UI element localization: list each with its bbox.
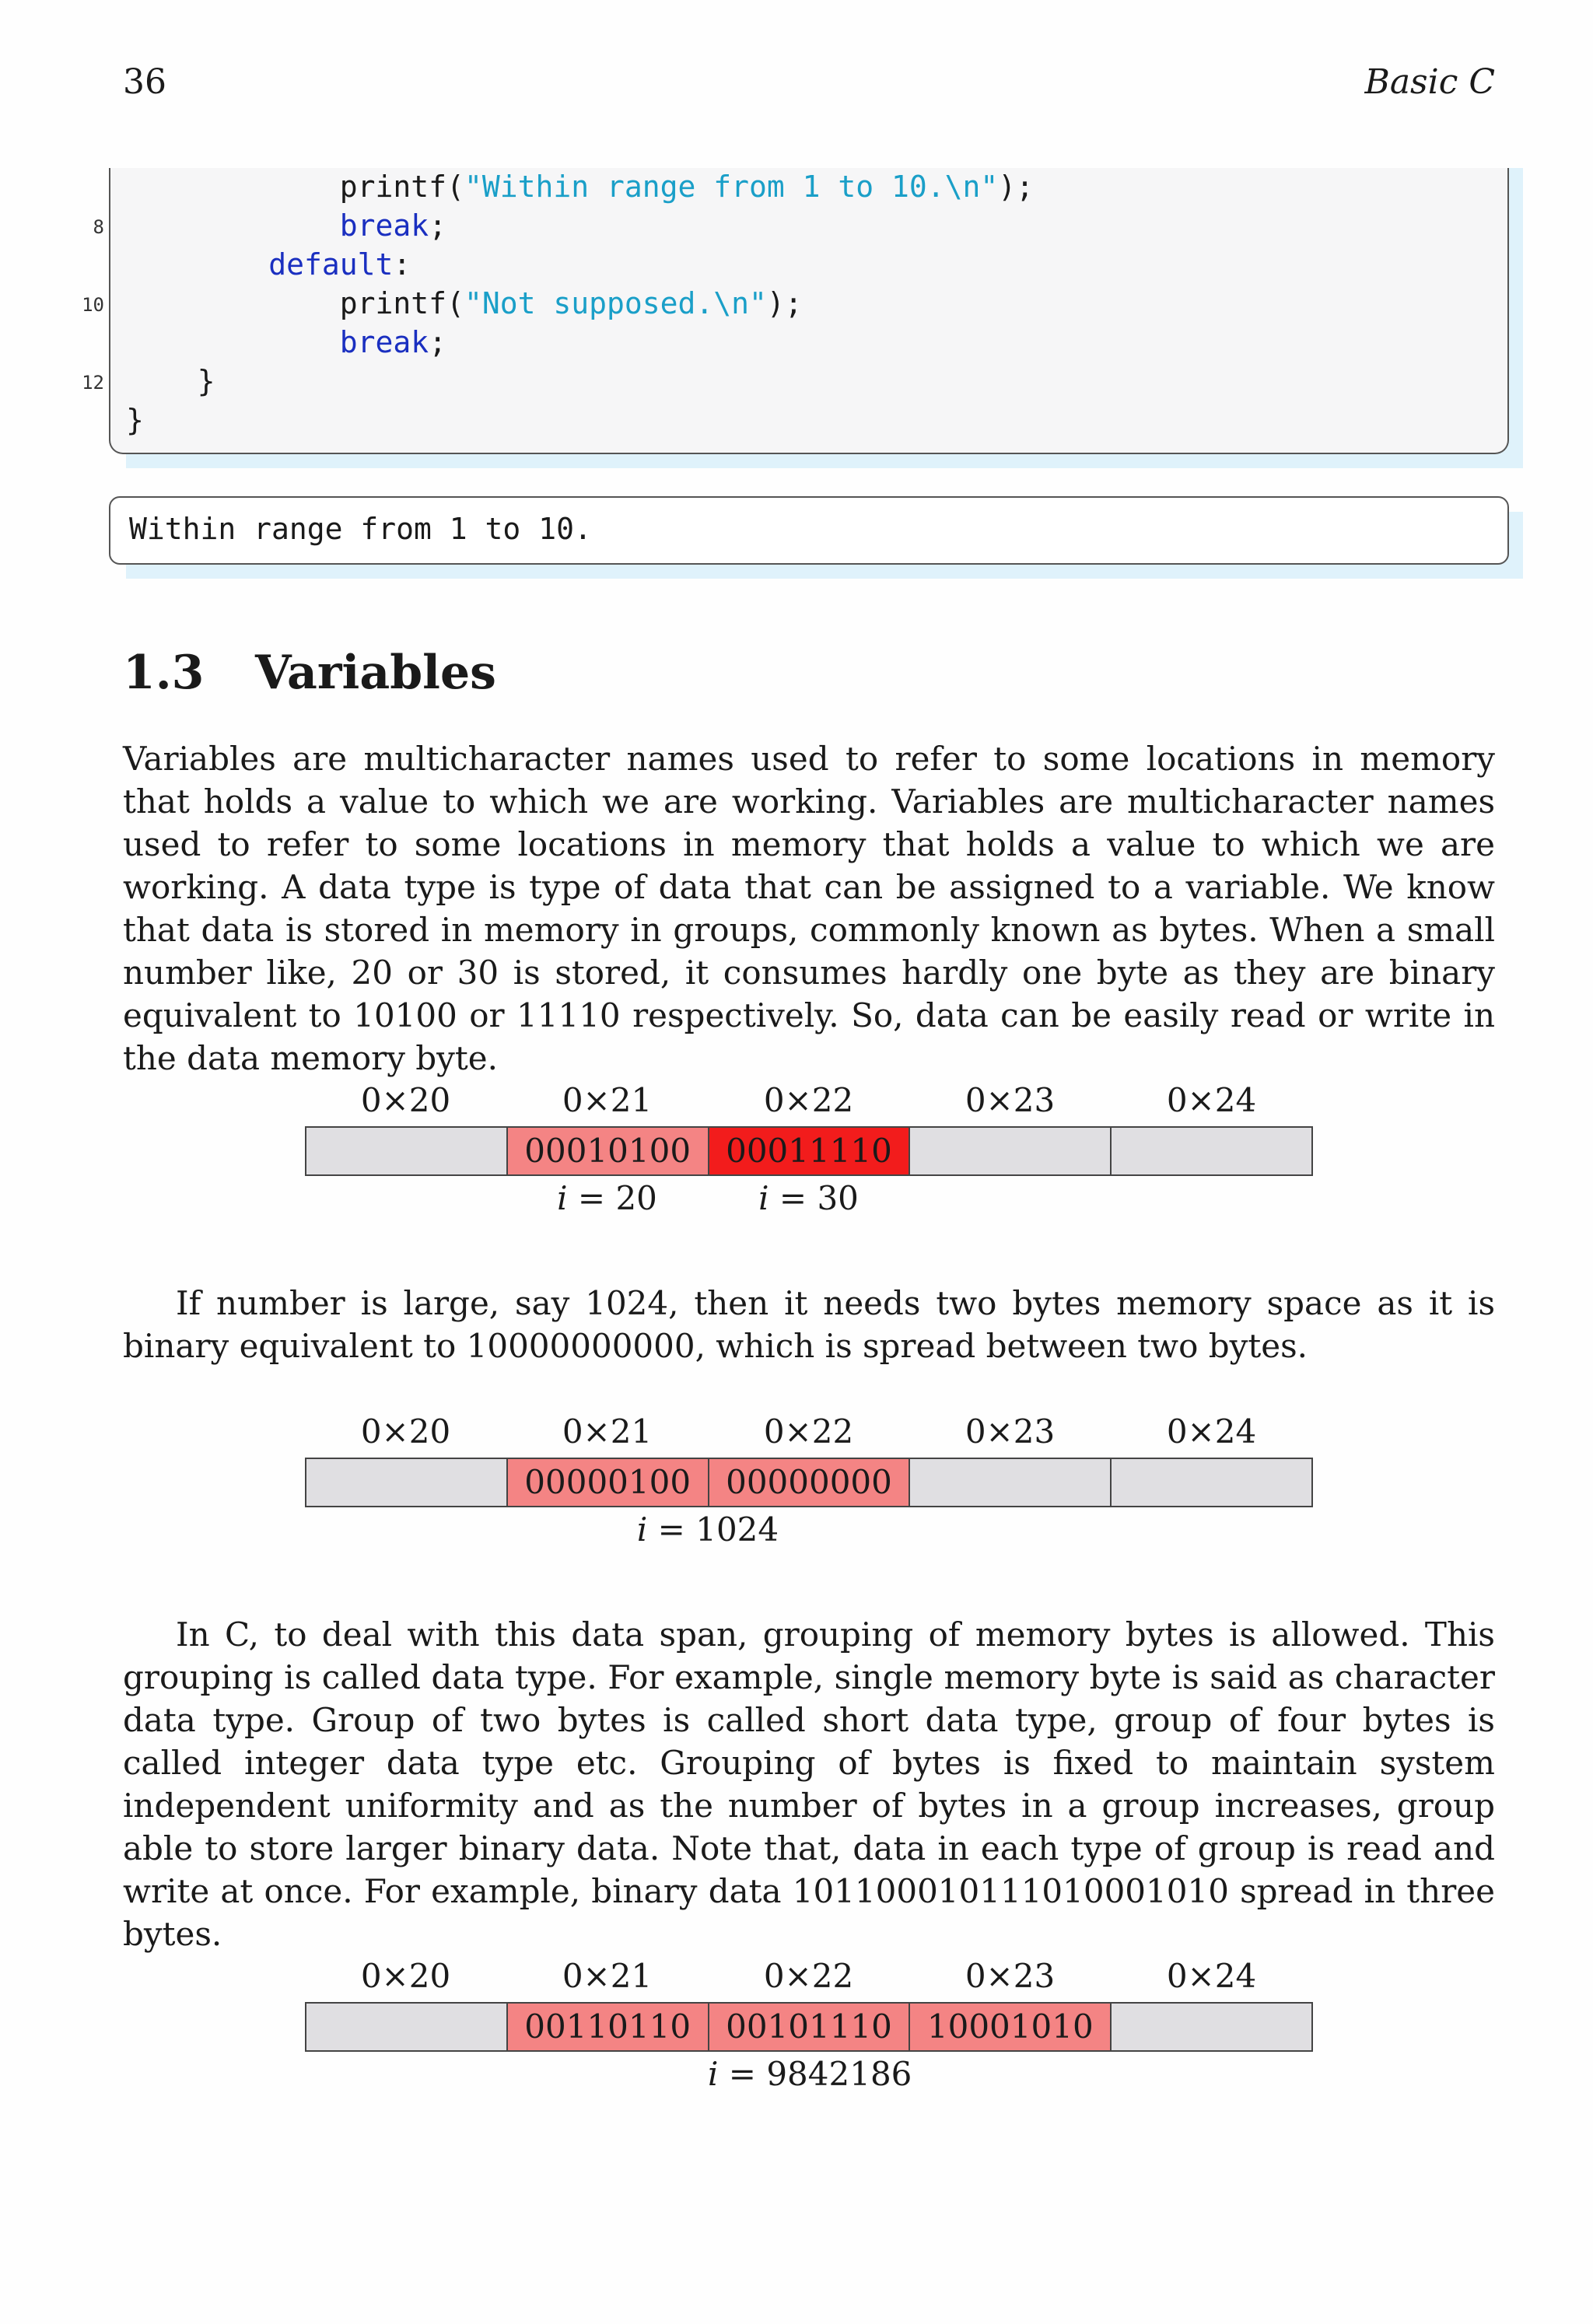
memory-diagram-3 [305, 1957, 1313, 2097]
memory-address: 0×20 [360, 1957, 451, 1995]
code-line [340, 325, 446, 359]
keyword: break [339, 325, 429, 359]
memory-byte-cell [305, 2002, 508, 2052]
memory-address: 0×23 [965, 1081, 1056, 1119]
memory-address: 0×20 [360, 1081, 451, 1119]
paragraph-text: In C, to deal with this data span, grouping of memory bytes is allowed. This grouping is called data type. For example, single memory byte is said as character data type. Group of two bytes is called short data type, group of four bytes is called integer data type etc. Grouping of bytes is fixed to maintain system independent uniformity and as the number of bytes in a group increases, group able to store larger binary data. Note that, data in each type of group is read and write at once. For example, binary data 101100010111010001010 spread in three bytes. [123, 1615, 1495, 1953]
memory-byte-cell: 00011110 [708, 1126, 911, 1176]
memory-byte-cell: 00110110 [506, 2002, 709, 2052]
string-literal: "Not supposed.\n" [464, 286, 767, 320]
memory-address: 0×24 [1166, 1081, 1257, 1119]
code-line [126, 403, 144, 437]
memory-address: 0×22 [763, 1412, 854, 1451]
memory-byte-cell [1110, 2002, 1313, 2052]
string-literal: "Within range from 1 to 10.\n" [464, 170, 999, 204]
memory-address: 0×23 [965, 1412, 1056, 1451]
paragraph-2 [123, 1282, 1495, 1367]
address-row [305, 1957, 1313, 2002]
code-line [340, 170, 1034, 204]
paragraph-3 [123, 1613, 1495, 1955]
memory-address: 0×24 [1166, 1957, 1257, 1995]
code-line [198, 364, 215, 398]
section-title: Variables [255, 646, 496, 700]
output-text: Within range from 1 to 10. [129, 512, 592, 546]
memory-byte-cell: 00000100 [506, 1458, 709, 1507]
memory-byte-cell [1110, 1458, 1313, 1507]
memory-address: 0×22 [763, 1081, 854, 1119]
memory-byte-cell [909, 1126, 1112, 1176]
section-heading [123, 646, 496, 700]
address-row [305, 1081, 1313, 1126]
line-number: 12 [82, 372, 104, 394]
code-token: : [393, 247, 411, 282]
memory-address: 0×21 [562, 1081, 653, 1119]
address-row [305, 1412, 1313, 1458]
code-line [268, 247, 411, 282]
memory-address: 0×23 [965, 1957, 1056, 1995]
memory-address: 0×24 [1166, 1412, 1257, 1451]
code-token: ); [998, 170, 1035, 204]
memory-diagram-2 [305, 1412, 1313, 1552]
memory-address: 0×22 [763, 1957, 854, 1995]
line-number: 10 [82, 294, 104, 316]
memory-byte-cell: 00101110 [708, 2002, 911, 2052]
variable-label-row [305, 2050, 1313, 2097]
code-line [340, 208, 446, 243]
variable-label-row [305, 1174, 1313, 1221]
variable-label: i = 9842186 [708, 2055, 912, 2093]
memory-address: 0×20 [360, 1412, 451, 1451]
code-token: ; [429, 325, 447, 359]
variable-label: i = 20 [557, 1179, 657, 1217]
code-token: ; [429, 208, 447, 243]
memory-cells [305, 1126, 1313, 1174]
memory-address: 0×21 [562, 1412, 653, 1451]
keyword: break [339, 208, 429, 243]
code-token: } [197, 364, 215, 398]
output-box [109, 496, 1509, 565]
line-number: 8 [93, 216, 104, 238]
keyword: default [268, 247, 394, 282]
paragraph-text: Variables are multicharacter names used to refer to some locations in memory that holds a value to which we are working. Variables are multicharacter names used to refer to some locations in memory that holds a value to which we are working. A data type is type of data that can be assigned to a variable. We know that data is stored in memory in groups, commonly known as bytes. When a small number like, 20 or 30 is stored, it consumes hardly one byte as they are binary equivalent to 10100 or 11110 respectively. So, data can be easily read or write in the data memory byte. [123, 740, 1495, 1077]
memory-byte-cell [909, 1458, 1112, 1507]
memory-byte-cell [305, 1458, 508, 1507]
variable-label-row [305, 1506, 1313, 1552]
memory-byte-cell: 00000000 [708, 1458, 911, 1507]
code-listing [109, 168, 1509, 454]
memory-cells [305, 1458, 1313, 1506]
variable-label: i = 30 [758, 1179, 859, 1217]
memory-byte-cell: 00010100 [506, 1126, 709, 1176]
code-token: printf( [339, 170, 464, 204]
code-token: } [126, 403, 144, 437]
memory-byte-cell [305, 1126, 508, 1176]
code-token: ); [766, 286, 803, 320]
code-line [340, 286, 803, 320]
section-number: 1.3 [123, 646, 205, 700]
page-number: 36 [123, 62, 166, 102]
paragraph-1 [123, 737, 1495, 1080]
variable-label: i = 1024 [636, 1510, 779, 1549]
paragraph-text: If number is large, say 1024, then it needs two bytes memory space as it is binary equivalent to 10000000000, which is spread between two bytes. [123, 1284, 1495, 1365]
memory-byte-cell [1110, 1126, 1313, 1176]
memory-cells [305, 2002, 1313, 2050]
memory-diagram-1 [305, 1081, 1313, 1221]
code-token: printf( [339, 286, 464, 320]
chapter-title: Basic C [1364, 62, 1495, 102]
memory-byte-cell: 10001010 [909, 2002, 1112, 2052]
memory-address: 0×21 [562, 1957, 653, 1995]
